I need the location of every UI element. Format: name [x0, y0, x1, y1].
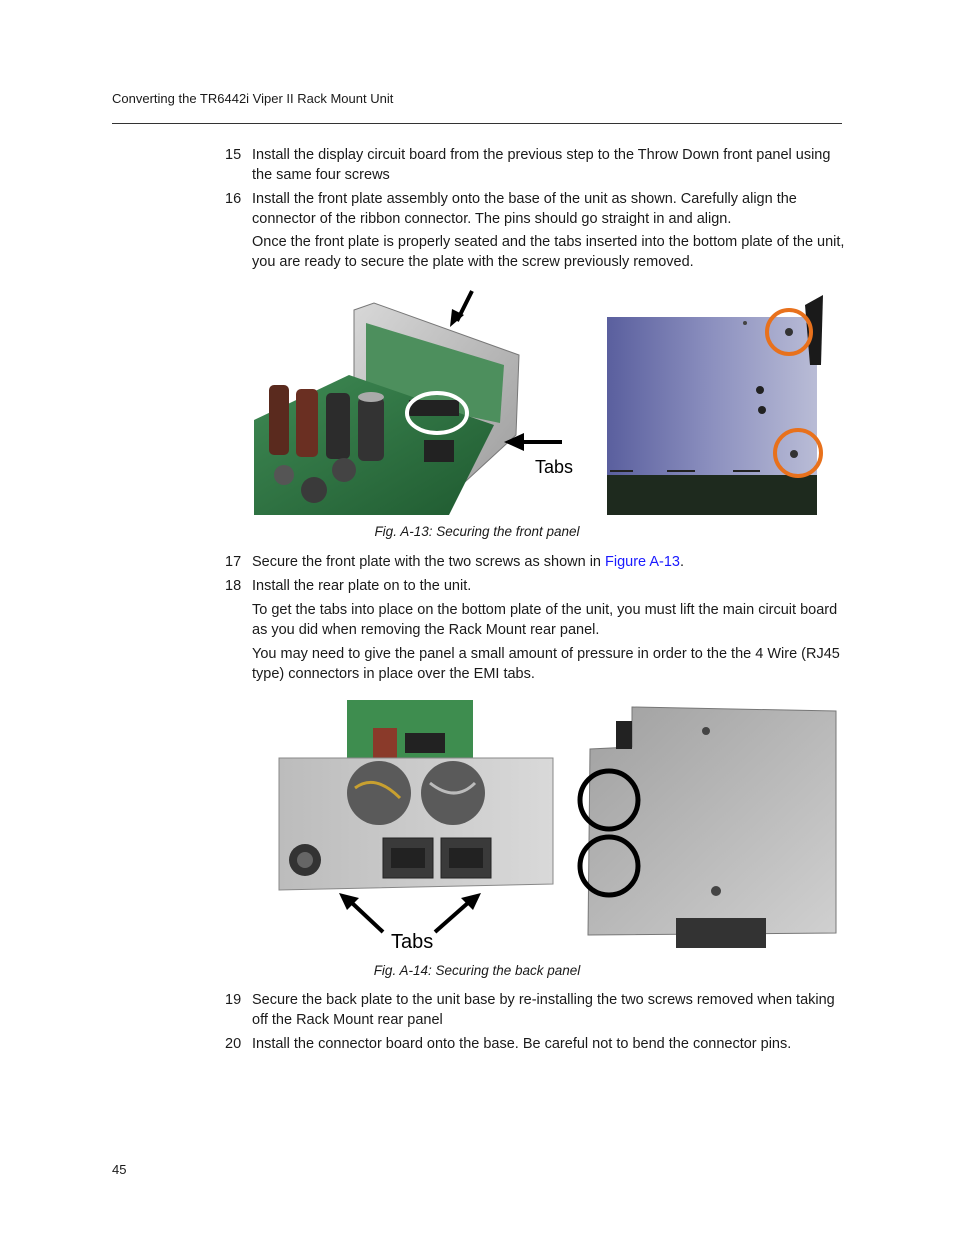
step-text: Secure the back plate to the unit base by re-installing the two screws removed when taking off the Rack Mount rear panel — [252, 992, 835, 1028]
step-18-note-tabs: To get the tabs into place on the bottom plate of the unit, you must lift the main circuit board as you did when removing the Rack Mount rear panel. — [252, 602, 838, 638]
figure-a13-caption: Fig. A-13: Securing the front panel — [374, 524, 580, 539]
header-rule — [112, 123, 842, 124]
step-text: Secure the front plate with the two screws as shown in Figure A-13. — [252, 554, 685, 570]
step-19 — [225, 990, 845, 1030]
figure-a13-link[interactable]: Figure A-13 — [605, 554, 680, 570]
step-number: 18 — [225, 578, 242, 594]
step-17 — [225, 552, 845, 572]
figure-a14-tabs-label: Tabs — [391, 931, 434, 953]
step-16-note: Once the front plate is properly seated and the tabs inserted into the bottom plate of the unit, you are ready to secure the plate with the screw previously removed. — [252, 234, 845, 270]
figure-a13-tabs-label: Tabs — [535, 457, 574, 477]
step-18 — [225, 576, 845, 596]
step-number: 19 — [225, 992, 242, 1008]
step-number: 17 — [225, 554, 242, 570]
figure-a13-front-assembly-photo — [254, 285, 574, 515]
step-number: 16 — [225, 191, 242, 207]
step-15 — [225, 145, 845, 185]
figure-a14-screw-locations-photo — [576, 703, 838, 953]
running-header: Converting the TR6442i Viper II Rack Mount Unit — [112, 91, 394, 106]
figure-a14-caption: Fig. A-14: Securing the back panel — [373, 963, 581, 978]
step-18-note-pressure: You may need to give the panel a small amount of pressure in order to the the 4 Wire (RJ45 type) connectors in place over the EMI tabs. — [252, 646, 840, 682]
figure-a14-rear-plate-photo — [255, 698, 560, 953]
step-20 — [225, 1034, 845, 1054]
step-16 — [225, 189, 845, 229]
step-text: Install the front plate assembly onto the base of the unit as shown. Carefully align the connector of the ribbon connector. The pins should go straight in and align. — [252, 191, 797, 227]
step-number: 15 — [225, 147, 242, 163]
step-text: Install the display circuit board from the previous step to the Throw Down front panel using the same four screws — [252, 147, 831, 183]
step-text: Install the rear plate on to the unit. — [252, 578, 472, 594]
page-number: 45 — [112, 1162, 127, 1177]
step-number: 20 — [225, 1036, 242, 1052]
step-text: Install the connector board onto the base. Be careful not to bend the connector pins. — [252, 1036, 792, 1052]
figure-a13-screw-locations-photo — [605, 295, 840, 515]
